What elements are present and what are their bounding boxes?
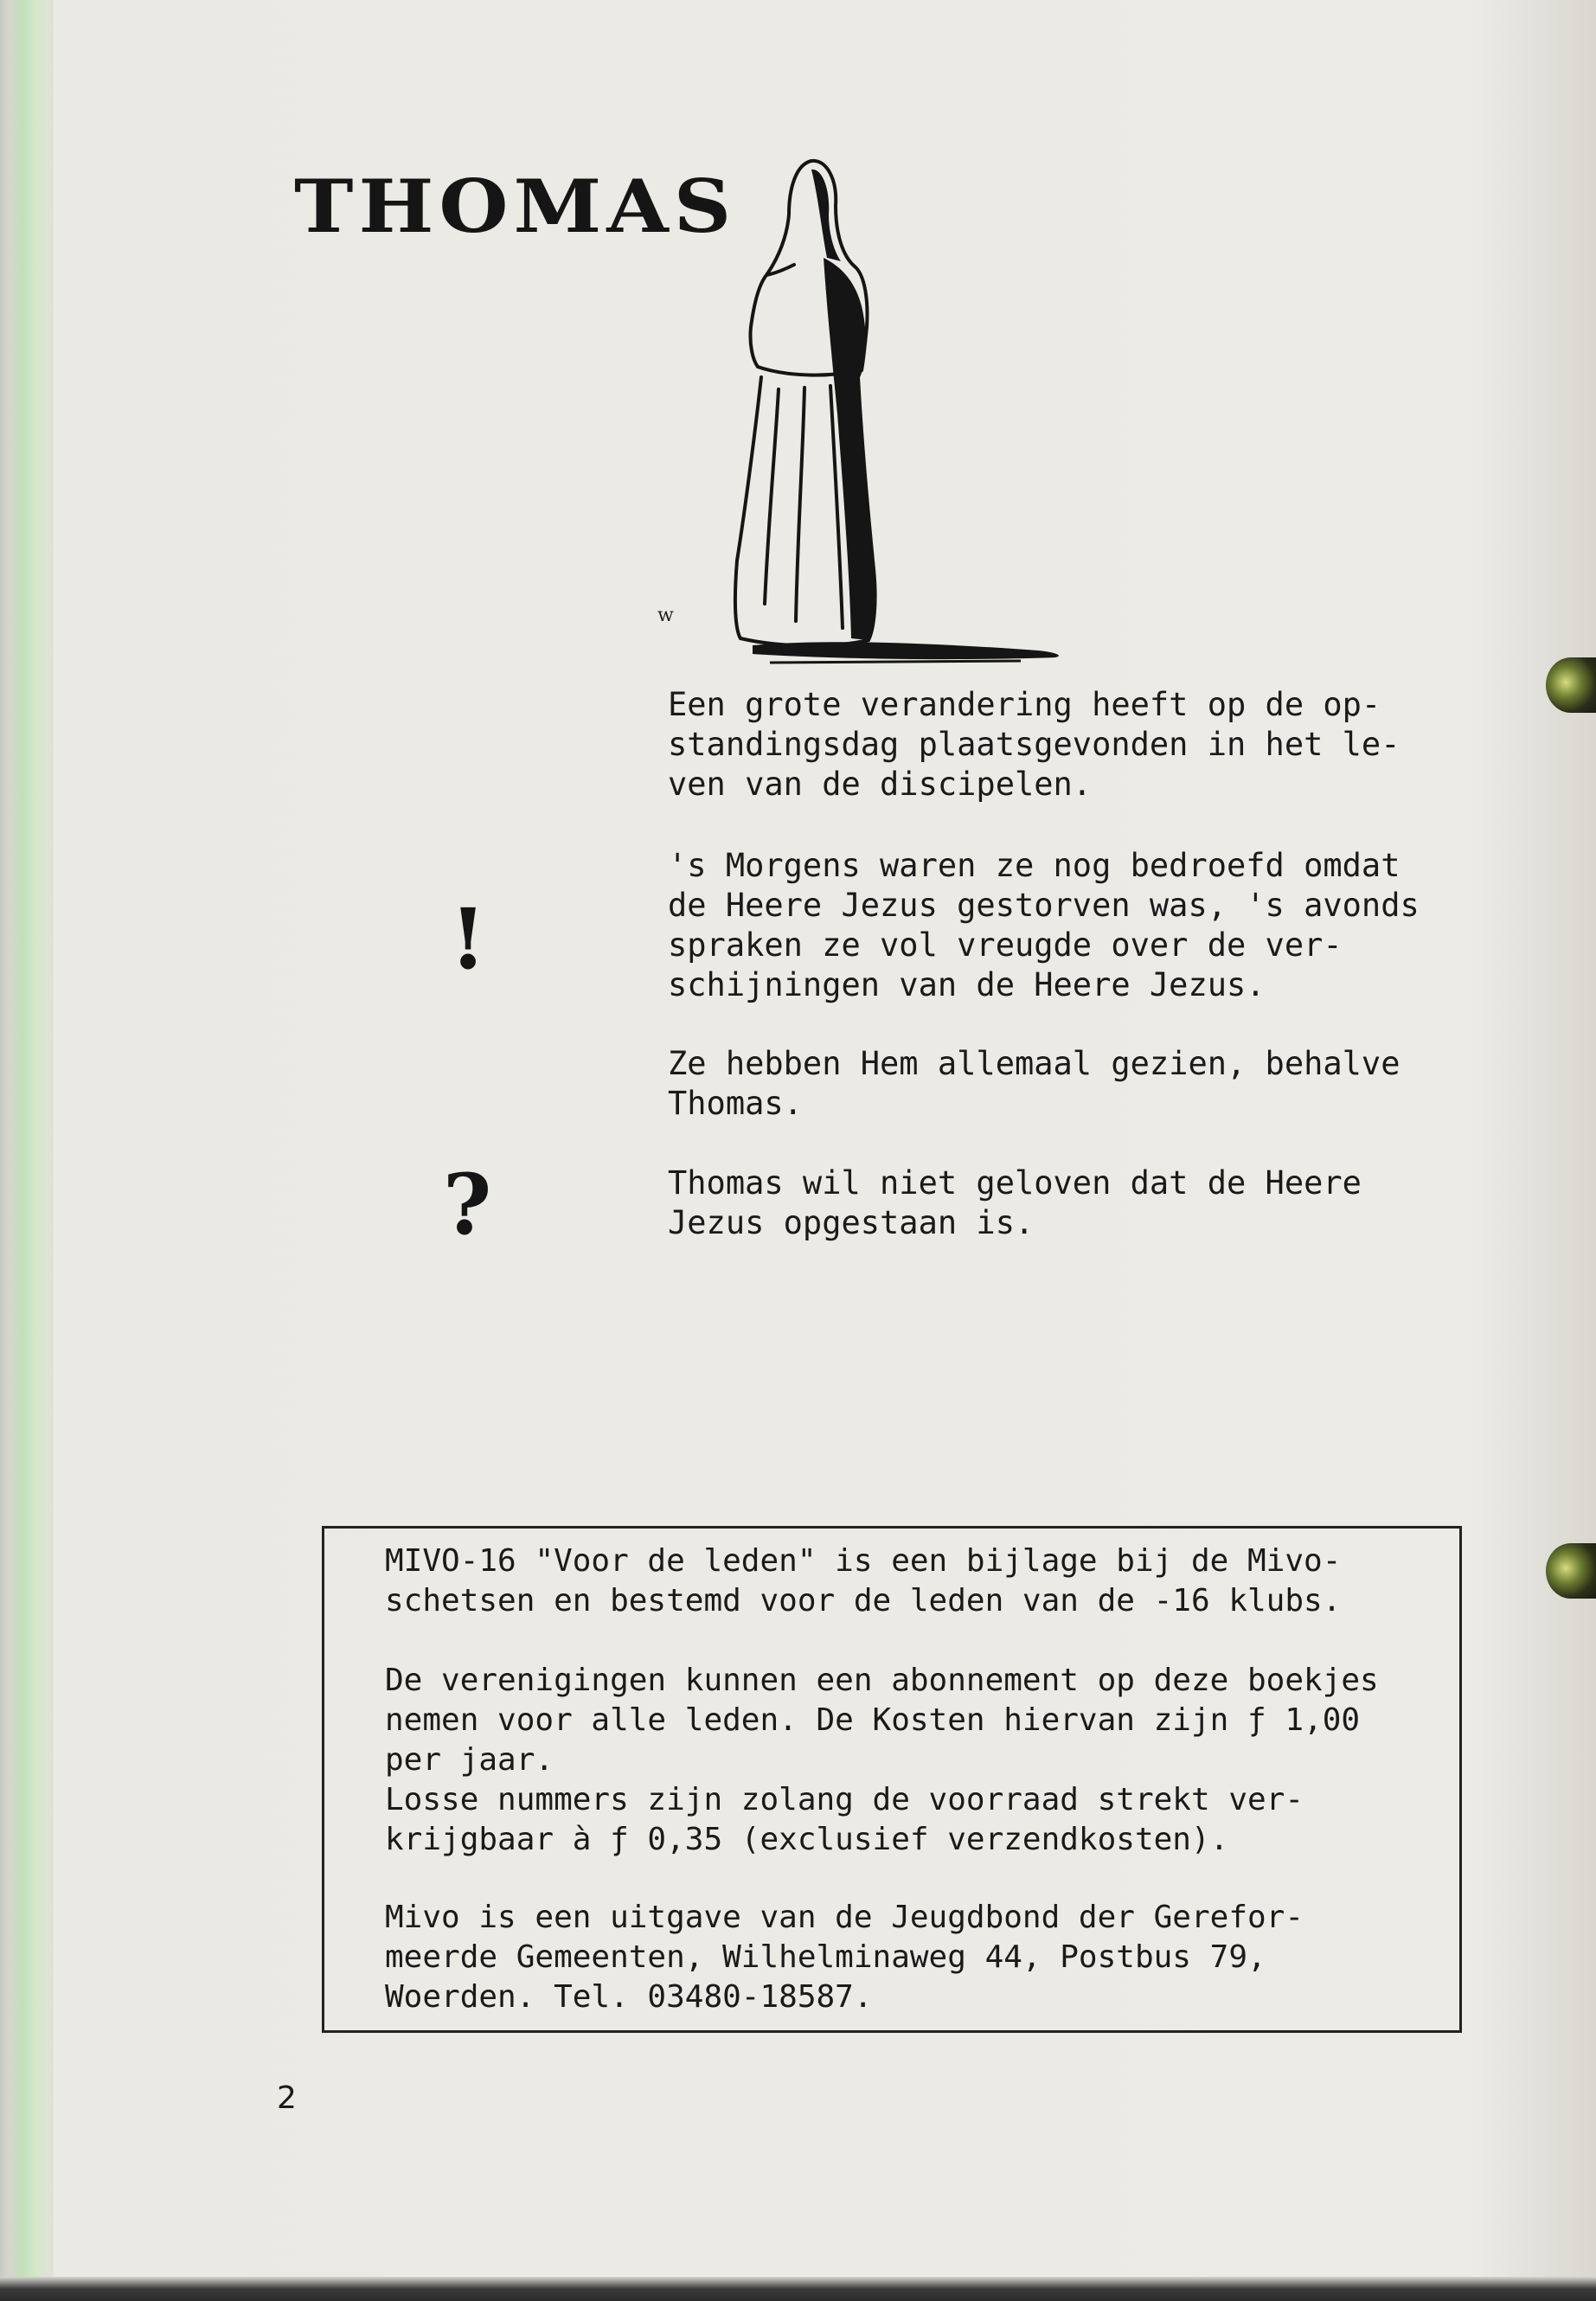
page-title: THOMAS xyxy=(294,163,737,249)
info-paragraph-1: MIVO-16 "Voor de leden" is een bijlage bij de Mivo- schetsen en bestemd voor de leden van de -16 klubs. xyxy=(385,1543,1342,1618)
binding-spine xyxy=(0,0,54,2301)
paragraph-2: 's Morgens waren ze nog bedroefd omdat de Heere Jezus gestorven was, 's avonds spraken ze vol vreugde over de ver- schijningen van de Heere Jezus. xyxy=(668,847,1420,1003)
binder-ring-hole-bottom xyxy=(1546,1543,1596,1599)
paragraph-3: Ze hebben Hem allemaal gezien, behalve Thomas. xyxy=(668,1045,1401,1122)
artist-signature: w xyxy=(657,605,674,626)
page-number: 2 xyxy=(277,2080,297,2116)
info-paragraph-2: De verenigingen kunnen een abonnement op deze boekjes nemen voor alle leden. De Kosten hiervan zijn ƒ 1,00 per jaar. Losse nummers zijn zolang de voorraad strekt ver- krijgbaar à ƒ 0,35 (exclusief verzendkosten). xyxy=(385,1663,1379,1857)
info-paragraph-3: Mivo is een uitgave van de Jeugdbond der Gerefor- meerde Gemeenten, Wilhelminaweg 44, Postbus 79, Woerden. Tel. 03480-18587. xyxy=(385,1900,1304,2015)
question-mark: ? xyxy=(443,1156,492,1253)
paragraph-1: Een grote verandering heeft op de op- standingsdag plaatsgevonden in het le- ven van de discipelen. xyxy=(668,686,1401,803)
page-bottom-edge xyxy=(0,2277,1596,2301)
paragraph-4: Thomas wil niet geloven dat de Heere Jezus opgestaan is. xyxy=(668,1164,1362,1241)
exclamation-mark: ! xyxy=(450,890,487,988)
robed-figure-icon xyxy=(657,154,1194,673)
binder-ring-hole-top xyxy=(1546,657,1596,713)
